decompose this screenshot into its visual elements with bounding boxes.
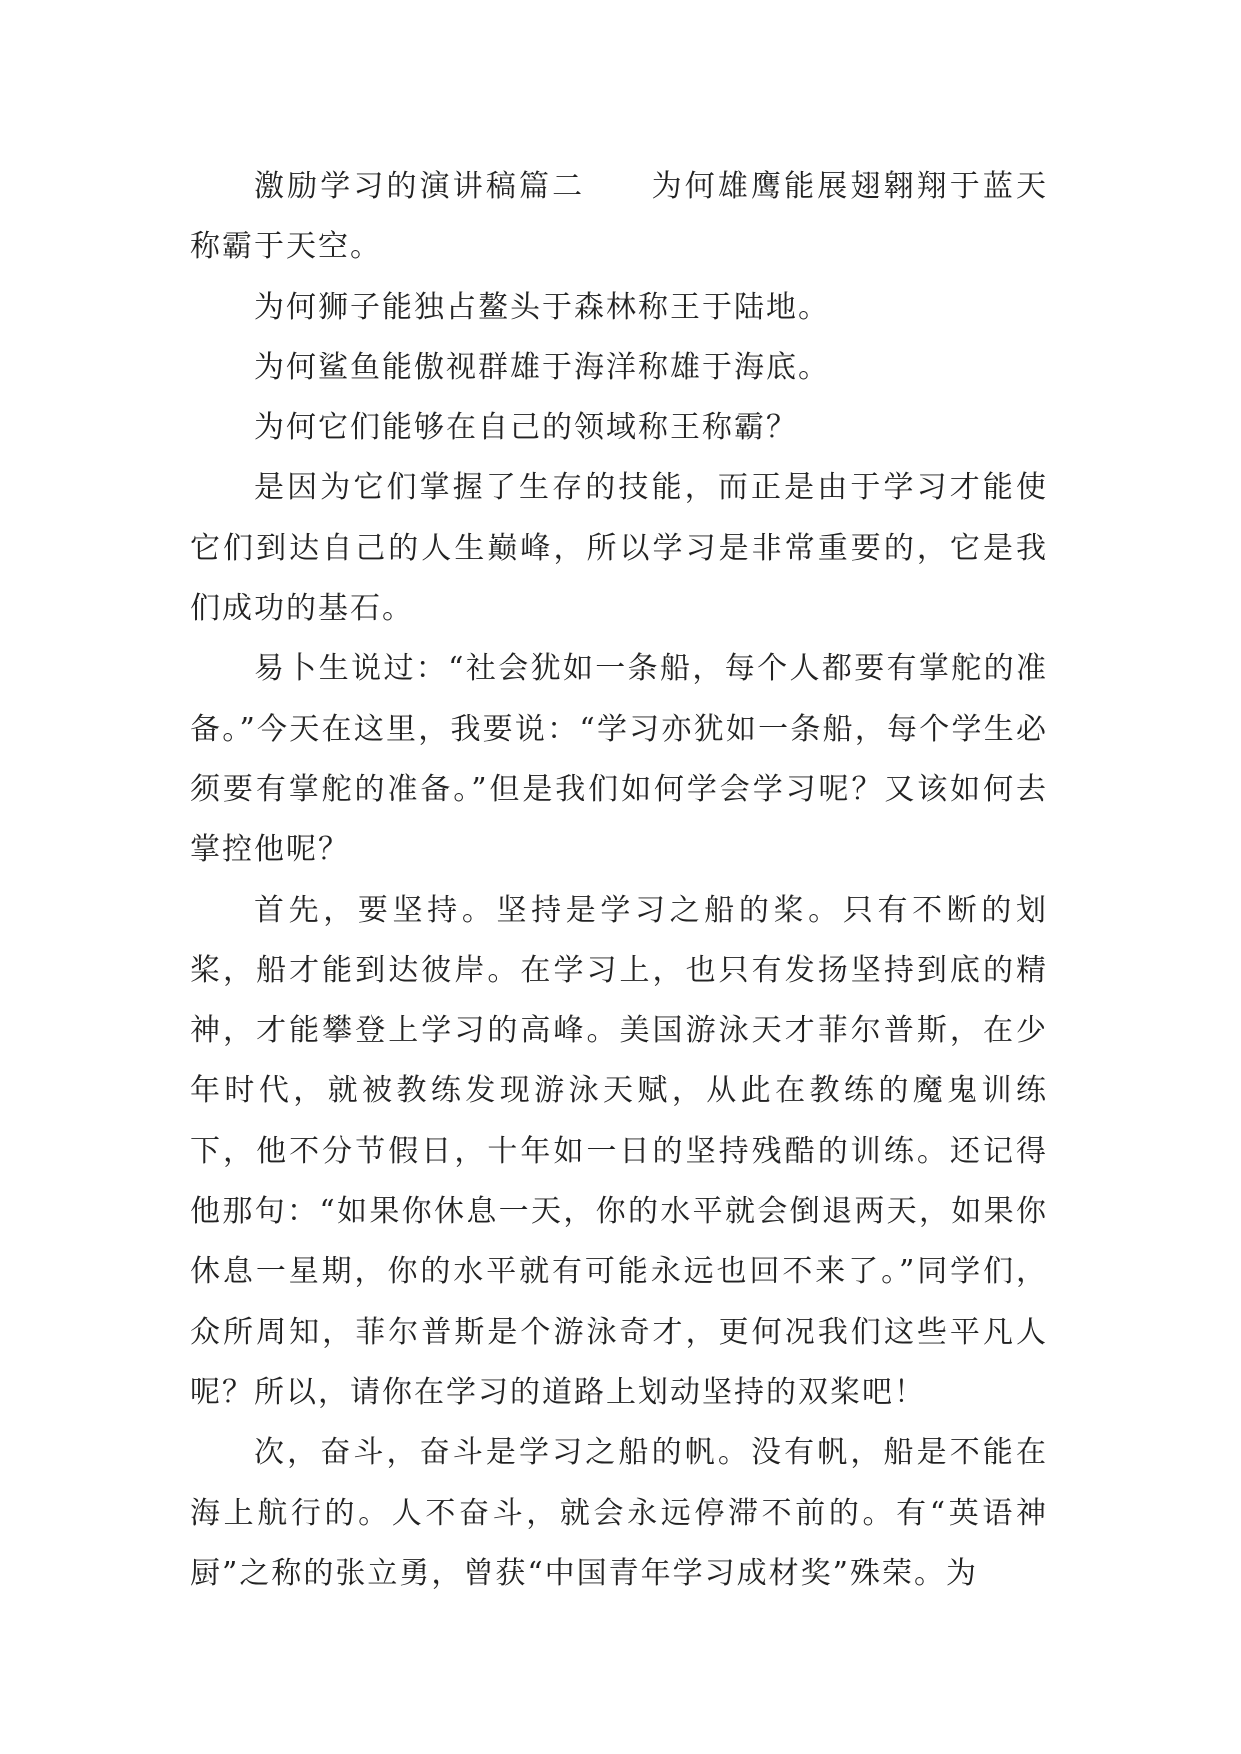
paragraph-6: 易卜生说过：“社会犹如一条船，每个人都要有掌舵的准备。”今天在这里，我要说：“学习亦犹如一条船，每个学生必须要有掌舵的准备。”但是我们如何学会学习呢？又该如何去掌控他呢？ — [190, 651, 1048, 868]
paragraph-5: 是因为它们掌握了生存的技能，而正是由于学习才能使它们到达自己的人生巅峰，所以学习是非常重要的，它是我们成功的基石。 — [190, 470, 1048, 627]
paragraph-2: 为何狮子能独占鳌头于森林称王于陆地。 — [254, 289, 830, 325]
paragraph-1: 激励学习的演讲稿篇二 为何雄鹰能展翅翱翔于蓝天称霸于天空。 — [190, 169, 1048, 265]
document-body — [190, 157, 1048, 1604]
paragraph-4: 为何它们能够在自己的领域称王称霸？ — [254, 410, 798, 446]
paragraph-7: 首先，要坚持。坚持是学习之船的桨。只有不断的划桨，船才能到达彼岸。在学习上，也只有发扬坚持到底的精神，才能攀登上学习的高峰。美国游泳天才菲尔普斯，在少年时代，就被教练发现游泳天赋，从此在教练的魔鬼训练下，他不分节假日，十年如一日的坚持残酷的训练。还记得他那句：“如果你休息一天，你的水平就会倒退两天，如果你休息一星期，你的水平就有可能永远也回不来了。”同学们，众所周知，菲尔普斯是个游泳奇才，更何况我们这些平凡人呢？所以，请你在学习的道路上划动坚持的双桨吧！ — [190, 892, 1048, 1410]
paragraph-3: 为何鲨鱼能傲视群雄于海洋称雄于海底。 — [254, 349, 830, 385]
paragraph-8: 次，奋斗，奋斗是学习之船的帆。没有帆，船是不能在海上航行的。人不奋斗，就会永远停滞不前的。有“英语神厨”之称的张立勇，曾获“中国青年学习成材奖”殊荣。为 — [190, 1435, 1048, 1591]
